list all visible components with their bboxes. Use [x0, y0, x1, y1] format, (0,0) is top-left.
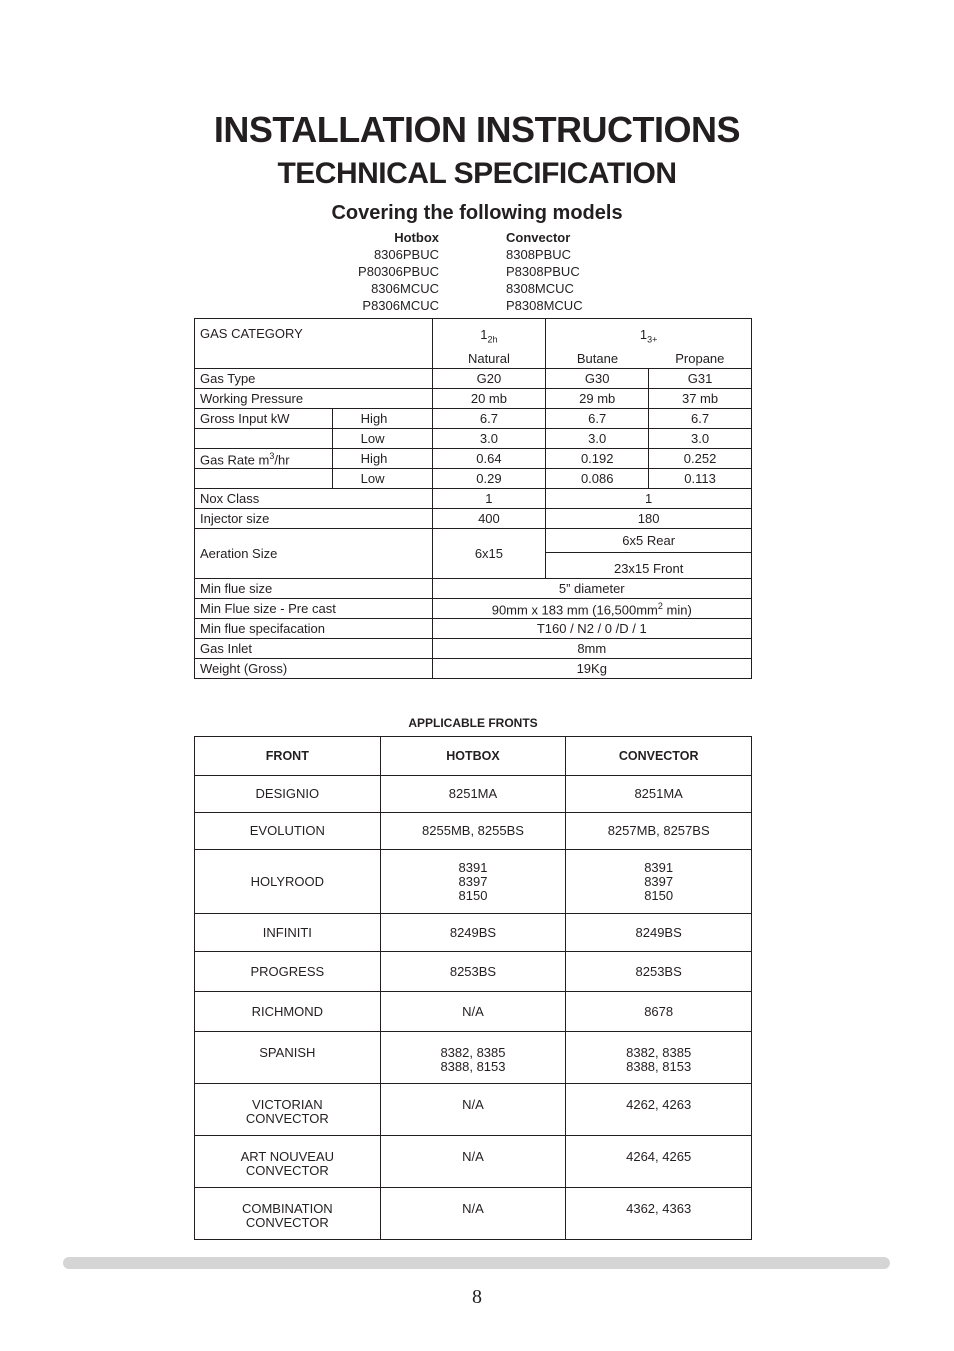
cell-line: CONVECTOR: [245, 1215, 329, 1230]
cell-line: 4264, 4265: [626, 1149, 692, 1164]
model-item: P8308MCUC: [506, 298, 583, 313]
cell-line: 8388, 8153: [440, 1059, 506, 1074]
cell: 1: [432, 488, 546, 508]
sub-label: Low: [332, 428, 432, 448]
table-row: [195, 618, 752, 638]
cell-line: EVOLUTION: [249, 823, 325, 838]
cell-line: 8391: [458, 859, 488, 875]
table-row: [195, 508, 752, 528]
cell: 180: [546, 508, 752, 528]
row-label: Min flue specifacation: [195, 618, 433, 638]
cell: 0.192: [546, 448, 649, 468]
table-row: [195, 408, 752, 428]
cell-line: 8150: [644, 887, 674, 903]
convector-cell: [566, 813, 752, 850]
gas-rate-unit: /hr: [274, 452, 290, 468]
cell-line: 8678: [644, 1003, 674, 1019]
cell-line: 8253BS: [635, 963, 682, 979]
cell: G20: [432, 368, 546, 388]
cell-line: RICHMOND: [251, 1003, 324, 1019]
row-label: Working Pressure: [195, 388, 433, 408]
fronts-table: [194, 736, 752, 1240]
cell-line: 8249BS: [635, 924, 682, 940]
hotbox-cell: [380, 1032, 566, 1084]
category-natural: [432, 319, 546, 349]
precast-b: min): [662, 602, 692, 618]
cell-line: 8253BS: [449, 963, 497, 979]
cell: 0.64: [432, 448, 546, 468]
cell-line: ART NOUVEAU: [240, 1149, 335, 1164]
cell: 0.113: [649, 468, 752, 488]
cell-line: COMBINATION: [241, 1201, 333, 1216]
front-cell: [195, 813, 381, 850]
hotbox-cell: [380, 776, 566, 813]
row-label: Weight (Gross): [195, 658, 433, 678]
fronts-title: APPLICABLE FRONTS: [408, 716, 538, 730]
page-number: 8: [472, 1286, 482, 1308]
front-cell: [195, 1136, 381, 1188]
row-label: Injector size: [195, 508, 433, 528]
table-row: [195, 448, 752, 468]
cell-line: PROGRESS: [250, 963, 325, 979]
hotbox-cell: [380, 914, 566, 952]
front-cell: [195, 1084, 381, 1136]
front-cell: [195, 850, 381, 914]
table-row: [195, 1136, 752, 1188]
sub-label: High: [332, 448, 432, 468]
cell: [432, 598, 751, 618]
cell-line: N/A: [462, 1097, 484, 1112]
cell: 6.7: [649, 408, 752, 428]
cell-line: N/A: [462, 1201, 484, 1216]
footer-bar: [63, 1257, 890, 1269]
model-item: 8308PBUC: [506, 247, 572, 262]
table-row: [195, 914, 752, 952]
models-heading: Covering the following models: [331, 202, 623, 224]
cell-line: 8391: [644, 859, 674, 875]
table-row: [195, 1188, 752, 1240]
natural-label: Natural: [432, 349, 546, 369]
cell-line: DESIGNIO: [255, 786, 320, 801]
model-item: 8308MCUC: [506, 281, 574, 296]
propane-label: Propane: [649, 349, 752, 369]
cell-line: 8251MA: [448, 786, 498, 801]
hotbox-label: Hotbox: [394, 230, 439, 245]
cell-line: CONVECTOR: [245, 1111, 329, 1126]
cell: T160 / N2 / 0 /D / 1: [432, 618, 751, 638]
table-row: [195, 598, 752, 618]
table-row: [195, 528, 752, 552]
cell: 6x5 Rear: [546, 528, 752, 552]
table-row: [195, 658, 752, 678]
convector-cell: [566, 850, 752, 914]
hotbox-cell: [380, 1188, 566, 1240]
hotbox-cell: [380, 1136, 566, 1188]
convector-models: [506, 229, 656, 314]
convector-cell: [566, 1084, 752, 1136]
cell: 3.0: [432, 428, 546, 448]
cell: 6.7: [432, 408, 546, 428]
front-cell: [195, 952, 381, 992]
cell: 400: [432, 508, 546, 528]
row-label: Aeration Size: [195, 528, 433, 578]
gas-rate-sup: 3: [269, 450, 275, 461]
cell-line: 8251MA: [634, 786, 683, 801]
precast-sup: 2: [657, 600, 663, 611]
cell-line: INFINITI: [262, 924, 312, 940]
front-cell: [195, 776, 381, 813]
table-row: [195, 776, 752, 813]
convector-cell: [566, 1032, 752, 1084]
convector-cell: [566, 952, 752, 992]
fronts-body: [195, 776, 752, 1240]
hotbox-cell: [380, 952, 566, 992]
cell-line: 8257MB, 8257BS: [607, 823, 710, 838]
convector-cell: [566, 776, 752, 813]
page-subtitle: TECHNICAL SPECIFICATION: [277, 157, 677, 190]
table-row: [195, 1032, 752, 1084]
cell-line: 4262, 4263: [626, 1097, 692, 1112]
empty-cell: [195, 349, 433, 369]
table-row: [195, 388, 752, 408]
hotbox-models: [300, 229, 439, 314]
cat-sub: 3+: [647, 335, 658, 346]
cell-line: 8382, 8385: [440, 1045, 506, 1060]
cat-sub: 2h: [487, 335, 498, 346]
cell: 37 mb: [649, 388, 752, 408]
cell: G31: [649, 368, 752, 388]
front-cell: [195, 992, 381, 1032]
table-row: [195, 813, 752, 850]
cell-line: 8150: [458, 887, 488, 903]
cell-line: 8388, 8153: [626, 1059, 692, 1074]
cell-line: N/A: [462, 1003, 484, 1019]
cell-line: CONVECTOR: [245, 1163, 329, 1178]
model-item: P80306PBUC: [358, 264, 439, 279]
row-label: [195, 448, 333, 468]
cell: 29 mb: [546, 388, 649, 408]
row-label: Min flue size: [195, 578, 433, 598]
table-row: [195, 850, 752, 914]
precast-a: 90mm x 183 mm (16,500mm: [491, 602, 658, 618]
cell: 19Kg: [432, 658, 751, 678]
cell: G30: [546, 368, 649, 388]
cell: 20 mb: [432, 388, 546, 408]
front-cell: [195, 1188, 381, 1240]
model-item: P8306MCUC: [362, 298, 439, 313]
butane-label: Butane: [546, 349, 649, 369]
sub-label: High: [332, 408, 432, 428]
empty-cell: [195, 428, 333, 448]
convector-cell: [566, 914, 752, 952]
table-row: [195, 488, 752, 508]
cell-line: 8249BS: [449, 924, 497, 940]
cell-line: N/A: [462, 1149, 484, 1164]
hotbox-cell: [380, 850, 566, 914]
cell: 0.086: [546, 468, 649, 488]
column-header: FRONT: [195, 737, 381, 776]
table-row: [195, 368, 752, 388]
cell: 5” diameter: [432, 578, 751, 598]
table-row: [195, 319, 752, 349]
table-row: [195, 468, 752, 488]
convector-cell: [566, 1188, 752, 1240]
hotbox-cell: [380, 813, 566, 850]
page-title: INSTALLATION INSTRUCTIONS: [213, 109, 741, 150]
cell: 6x15: [432, 528, 546, 578]
row-label: Gas Type: [195, 368, 433, 388]
table-header-row: [195, 737, 752, 776]
table-row: [195, 638, 752, 658]
cell: 0.29: [432, 468, 546, 488]
sub-label: Low: [332, 468, 432, 488]
front-cell: [195, 914, 381, 952]
cat-base: 1: [480, 327, 488, 343]
gas-rate-label: Gas Rate m: [200, 452, 270, 468]
table-row: [195, 1084, 752, 1136]
hotbox-cell: [380, 992, 566, 1032]
front-cell: [195, 1032, 381, 1084]
model-item: 8306PBUC: [373, 247, 439, 262]
cell-line: 8255MB, 8255BS: [422, 823, 524, 838]
cell-line: 8397: [458, 873, 488, 889]
cell: 1: [546, 488, 752, 508]
cell: 3.0: [546, 428, 649, 448]
cell-line: HOLYROOD: [250, 873, 325, 889]
cell-line: 8382, 8385: [626, 1045, 692, 1060]
cell: 23x15 Front: [546, 552, 752, 578]
cell-line: VICTORIAN: [252, 1097, 323, 1112]
row-label: Gross Input kW: [195, 408, 333, 428]
spec-table: [194, 318, 752, 679]
table-row: [195, 428, 752, 448]
convector-cell: [566, 1136, 752, 1188]
hotbox-cell: [380, 1084, 566, 1136]
category-lpg: [546, 319, 752, 349]
column-header: CONVECTOR: [566, 737, 752, 776]
table-row: [195, 952, 752, 992]
cell-line: 4362, 4363: [626, 1201, 692, 1216]
cell-line: 8397: [644, 873, 674, 889]
convector-label: Convector: [506, 230, 571, 245]
convector-cell: [566, 992, 752, 1032]
table-row: [195, 578, 752, 598]
column-header: HOTBOX: [380, 737, 566, 776]
row-label: Min Flue size - Pre cast: [195, 598, 433, 618]
row-label: Gas Inlet: [195, 638, 433, 658]
cell: 0.252: [649, 448, 752, 468]
cell: 3.0: [649, 428, 752, 448]
gas-category-label: GAS CATEGORY: [195, 319, 433, 349]
table-row: [195, 349, 752, 369]
cell-line: SPANISH: [259, 1045, 316, 1060]
model-item: P8308PBUC: [506, 264, 580, 279]
cell: 8mm: [432, 638, 751, 658]
cell: 6.7: [546, 408, 649, 428]
row-label: Nox Class: [195, 488, 433, 508]
empty-cell: [195, 468, 333, 488]
cat-base: 1: [639, 327, 648, 343]
table-row: [195, 992, 752, 1032]
model-item: 8306MCUC: [371, 281, 439, 296]
